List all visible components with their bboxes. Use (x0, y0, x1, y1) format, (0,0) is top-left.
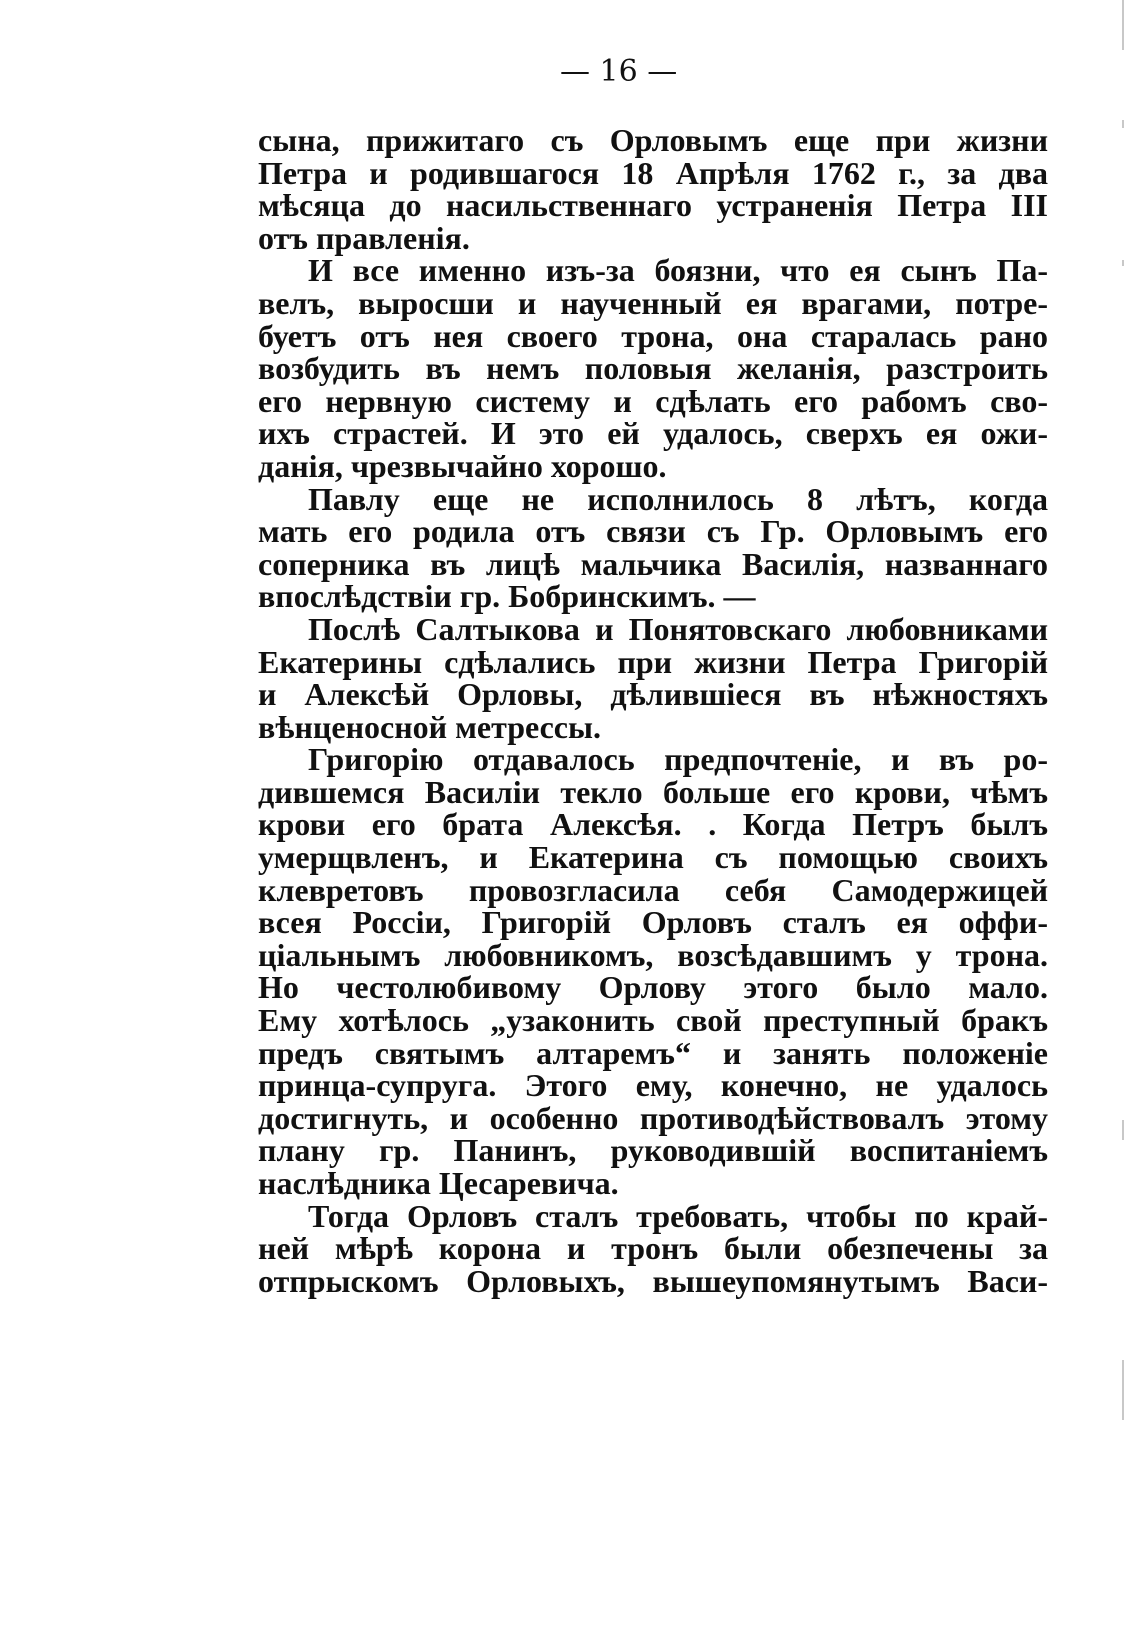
text-line: умерщвленъ, и Екатерина съ помощью своихъ (258, 839, 1048, 876)
scan-edge-mark (1122, 260, 1124, 266)
text-line: ней мѣрѣ корона и тронъ были обезпечены за (258, 1230, 1048, 1267)
text-line: буетъ отъ нея своего трона, она старалась рано (258, 317, 1048, 354)
page-number-header: — 16 — (560, 54, 678, 89)
body-text (258, 124, 1048, 1297)
text-line: Послѣ Салтыкова и Понятовскаго любовниками (308, 610, 1048, 647)
text-line: ціальнымъ любовникомъ, возсѣдавшимъ у трона. (258, 936, 1048, 973)
scan-edge-mark (1122, 0, 1124, 50)
text-line: впослѣдствіи гр. Бобринскимъ. — (258, 578, 756, 615)
text-line: велъ, выросши и наученный ея врагами, потре- (258, 284, 1048, 321)
text-line: крови его брата Алексѣя. . Когда Петръ былъ (258, 806, 1048, 843)
scan-edge-mark (1122, 1360, 1124, 1420)
text-line: Тогда Орловъ сталъ требовать, чтобы по край- (308, 1197, 1048, 1234)
text-line: Павлу еще не исполнилось 8 лѣтъ, когда (308, 480, 1048, 517)
scan-edge-mark (1122, 1120, 1124, 1140)
text-line: ихъ страстей. И это ей удалось, сверхъ ея ожи- (258, 415, 1048, 452)
text-line: Петра и родившагося 18 Апрѣля 1762 г., за два (258, 154, 1048, 191)
text-line: достигнуть, и особенно противодѣйствовалъ этому (258, 1099, 1048, 1136)
text-line: наслѣдника Цесаревича. (258, 1165, 619, 1201)
text-line: отъ правленія. (258, 219, 470, 256)
scan-edge-mark (1122, 120, 1124, 128)
text-line: Ему хотѣлось „узаконить свой преступный бракъ (258, 1002, 1048, 1039)
text-line: возбудить въ немъ половыя желанія, разстроить (258, 350, 1048, 387)
text-line: вѣнценосной метрессы. (258, 708, 601, 745)
text-line: плану гр. Панинъ, руководившій воспитаніемъ (258, 1132, 1048, 1169)
text-line: данія, чрезвычайно хорошо. (258, 447, 667, 484)
text-line: мѣсяца до насильственнаго устраненія Петра III (258, 187, 1048, 224)
text-line: Но честолюбивому Орлову этого было мало. (258, 969, 1048, 1006)
text-line: дившемся Василіи текло больше его крови, чѣмъ (258, 773, 1048, 810)
text-line: сына, прижитаго съ Орловымъ еще при жизни (258, 122, 1048, 158)
text-line: и Алексѣй Орловы, дѣлившіеся въ нѣжностяхъ (258, 676, 1048, 713)
text-line: соперника въ лицѣ мальчика Василія, названнаго (258, 545, 1048, 582)
text-line: всея Россіи, Григорій Орловъ сталъ ея оффи- (258, 904, 1048, 941)
text-line: И все именно изъ-за боязни, что ея сынъ Па- (308, 252, 1048, 289)
text-line: принца-супруга. Этого ему, конечно, не удалось (258, 1067, 1048, 1104)
text-line: клевретовъ провозгласила себя Самодержицей (258, 871, 1048, 908)
text-line: предъ святымъ алтаремъ“ и занять положеніе (258, 1034, 1048, 1071)
text-line: отпрыскомъ Орловыхъ, вышеупомянутымъ Васи- (258, 1262, 1048, 1299)
text-line: его нервную систему и сдѣлать его рабомъ сво- (258, 382, 1048, 419)
text-line: Екатерины сдѣлались при жизни Петра Григорій (258, 643, 1048, 680)
text-line: Григорію отдавалось предпочтеніе, и въ ро- (308, 741, 1048, 778)
text-line: мать его родила отъ связи съ Гр. Орловымъ его (258, 513, 1048, 550)
